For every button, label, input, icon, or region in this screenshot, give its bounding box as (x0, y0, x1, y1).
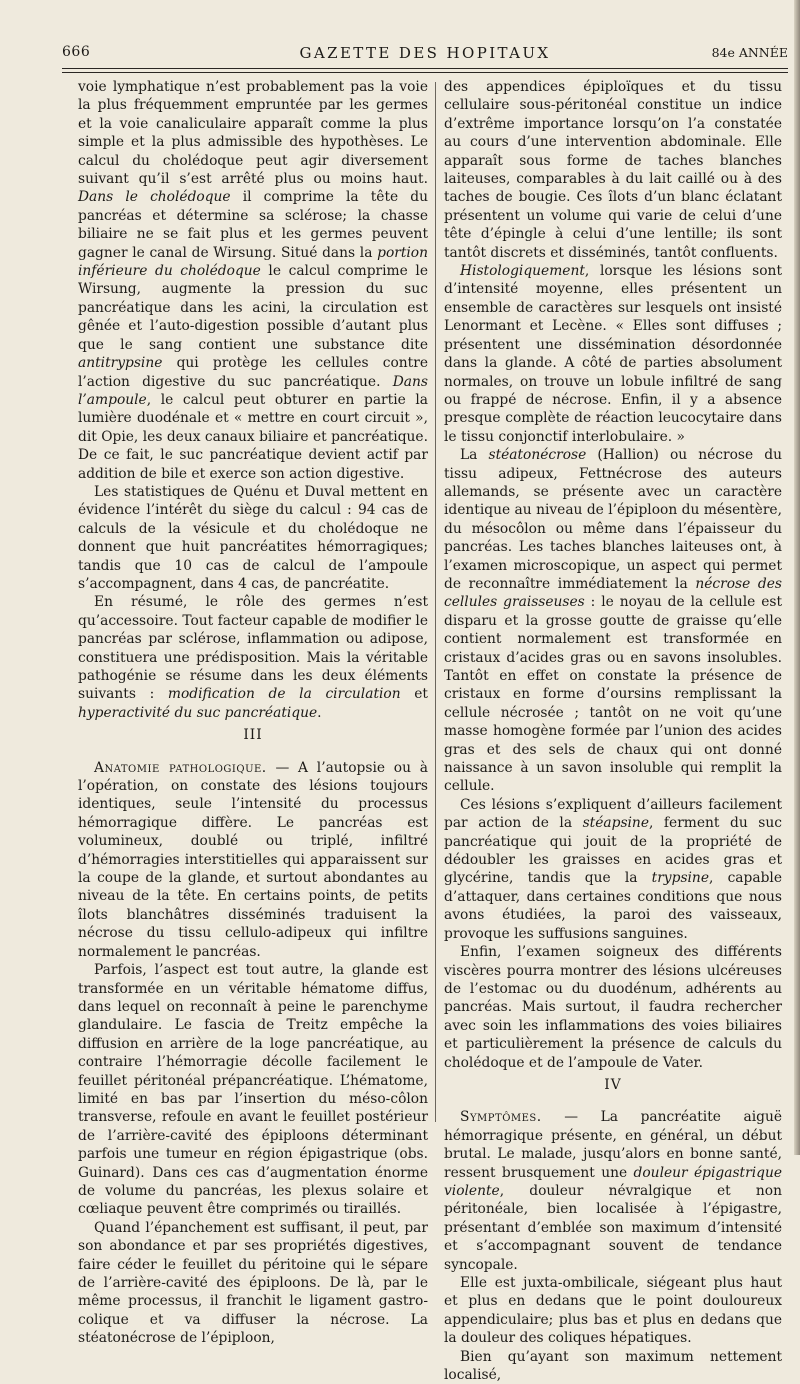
italic-run: Dans l’ampoule (78, 373, 428, 408)
paragraph-steatonecrosis-appearance: des appendices épiploïques et du tissu cellulaire sous-péritonéal constitue un indice d’extrême importance lorsqu’on l’a constatée au cours d’une intervention abdominale. Elle apparaît sous forme de taches blanches laiteuses, comparables à du lait caillé ou à des taches de bougie. Ces îlots d’un blanc éclatant présentent un volume qui varie de celui d’une tête d’épingle à celui d’une lentille; ils sont tantôt discrets et disséminés, tantôt confluents. (444, 79, 782, 261)
page-header (62, 44, 788, 66)
page-edge-shadow (794, 0, 800, 1155)
italic-run: stéapsine (582, 815, 649, 832)
text-run: qui protège les cellules contre l’action digestive du suc pancréatique. (78, 355, 428, 390)
text-run: : le noyau de la cellule est disparu et la grosse goutte de graisse qu’elle contient normalement est transformée en cristaux d’acides gras ou en savons insolubles. Tantôt en effet on constate la présence de cristaux en forme d’oursins remplissant la cellule nécrosée ; tantôt on ne voit qu’une masse homogène formée par l’union des acides gras et des sels de chaux qui ont donné naissance à un savon insoluble qui remplit la cellule. (444, 594, 782, 795)
journal-title: GAZETTE DES HOPITAUX (299, 44, 551, 62)
section-heading-iv: IV (604, 1076, 622, 1093)
text-run: , douleur névralgique et non péritonéale, bien localisée à l’épigastre, présentant d’emblée son maximum d’intensité et s’accompagnant souvent de tendance syncopale. (444, 1182, 782, 1273)
paragraph-effusion: Quand l’épanchement est suffisant, il peut, par son abondance et par ses propriétés digestives, faire céder le feuillet du péritoine qui le sépare de l’arrière-cavité des épiploons. De là, par le même processus, il franchit le ligament gastro-colique et va diffuser la nécrose. La stéatonécrose de l’épiploon, (78, 1219, 428, 1347)
text-run: En résumé, le rôle des germes n’est qu’accessoire. Tout facteur capable de modifier le pancréas par sclérose, inflammation ou adipose, constituera une prédisposition. Mais la véritable pathogénie se résume dans les deux éléments suivants : (78, 594, 428, 703)
text-run: , capable d’attaquer, dans certaines conditions que nous avons étudiées, la paroi des vaisseaux, provoque les suffusions sanguines. (444, 870, 782, 942)
paragraph-summary (78, 593, 428, 722)
section-run-in-title: Anatomie pathologique. (94, 759, 267, 776)
italic-run: portion inférieure du cholédoque (78, 244, 428, 280)
text-run: , ferment du suc pancréatique qui jouit de la propriété de dédoubler les graisses en acides gras et glycérine, tandis que la (444, 815, 782, 887)
text-run: , le calcul peut obturer en partie la lumière duodénale et « mettre en court circuit », dit Opie, les deux canaux biliaire et pancréatique. De ce fait, le suc pancréatique devient actif par addition de bile et exerce son action digestive. (78, 391, 428, 482)
left-column (78, 78, 428, 1348)
paragraph-pathogenesis-calculus (78, 78, 428, 483)
section-run-in-title: Symptômes. (460, 1109, 542, 1126)
paragraph-pathological-anatomy (78, 759, 428, 961)
page-number: 666 (62, 44, 91, 60)
italic-run: Dans le cholédoque (78, 189, 231, 206)
paragraph-symptoms (444, 1108, 782, 1274)
italic-run: douleur épigastrique violente (444, 1164, 782, 1199)
text-run: il comprime la tête du pancréas et détermine sa sclérose; la chasse biliaire ne se fait plus et les germes peuvent gagner le canal de Wirsung. Situé dans la (78, 189, 428, 261)
italic-run: hyperactivité du suc pancréatique (78, 704, 318, 721)
italic-run: antitrypsine (78, 355, 163, 372)
italic-run: Histologiquement (460, 263, 585, 280)
text-run: — A l’autopsie ou à l’opération, on constate des lésions toujours identiques, seule l’intensité du processus hémorragique diffère. Le pancréas est volumineux, doublé ou triplé, infiltré d’hémorragies interstitielles qui apparaissent sur la coupe de la glande, et surtout abondantes au niveau de la tête. En certains points, de petits îlots blanchâtres disséminés traduisent la nécrose du tissu cellulo-adipeux qui infiltre normalement le pancréas. (78, 759, 428, 960)
section-heading-iii: III (243, 727, 263, 744)
text-run: Ces lésions s’expliquent d’ailleurs facilement par action de la (444, 796, 782, 832)
paragraph-pain-location: Elle est juxta-ombilicale, siégeant plus haut et plus en dedans que le point douloureux appendiculaire; plus bas et plus en dedans que la douleur des coliques hépatiques. (444, 1275, 782, 1347)
right-column (444, 78, 782, 1384)
text-run: , lorsque les lésions sont d’intensité moyenne, elles présentent un ensemble de caractères sur lesquels ont insisté Lenormant et Lecène. « Elles sont diffuses ; présentent une dissémination désordonnée dans la glande. A côté de parties absolument normales, on trouve un lobule infiltré de sang ou frappé de nécrose. Enfin, il y a absence presque complète de réaction leucocytaire dans le tissu conjonctif interlobulaire. » (444, 263, 782, 445)
text-run: . (317, 704, 322, 721)
paragraph-enzymes (444, 796, 782, 943)
paragraph-statistics: Les statistiques de Quénu et Duval mettent en évidence l’intérêt du siège du calcul : 94 cas de calculs de la vésicule et du cholédoque ne donnent que huit pancréatites hémorragiques; tandis que 10 cas de calcul de l’ampoule s’accompagnent, dans 4 cas, de pancréatite. (78, 483, 428, 592)
paragraph-histology (444, 262, 782, 446)
text-run: (Hallion) ou nécrose du tissu adipeux, Fettnécrose des auteurs allemands, se présente avec un caractère identique au niveau de l’épiploon du mésentère, du mésocôlon ou même dans l’épaisseur du pancréas. Les taches blanches laiteuses ont, à l’examen microscopique, un aspect qui permet de reconnaître immédiatement la (444, 447, 782, 592)
text-run: voie lymphatique n’est probablement pas la voie la plus fréquemment empruntée par les germes et la voie canaliculaire apparaît comme la plus simple et la plus admissible des hypothèses. Le calcul du cholédoque peut agir diversement suivant qu’il s’est arrêté plus ou moins haut. (78, 79, 428, 188)
paragraph-hematoma: Parfois, l’aspect est tout autre, la glande est transformée en un véritable hématome diffus, dans lequel on reconnaît à peine le parenchyme glandulaire. Le fascia de Treitz empêche la diffusion en arrière de la loge pancréatique, au contraire l’hémorragie décolle facilement le feuillet péritonéal prépancréatique. L’hématome, limité en bas par l’insertion du méso-côlon transverse, refoule en avant le feuillet postérieur de l’arrière-cavité des épiploons déterminant parfois une tumeur en région épigastrique (obs. Guinard). Dans ces cas d’augmentation énorme de volume du pancréas, les plexus solaire et cœliaque peuvent être comprimés ou tiraillés. (78, 962, 428, 1218)
text-run: La (460, 447, 489, 464)
paragraph-steatonecrosis (444, 446, 782, 796)
header-rule-top (62, 68, 788, 69)
text-run: et (400, 686, 428, 703)
paragraph-viscera-exam: Enfin, l’examen soigneux des différents viscères pourra montrer des lésions ulcéreuses de l’estomac ou du duodénum, adhérents au pancréas. Mais surtout, il faudra rechercher avec soin les inflammations des voies biliaires et particulièrement la présence de calculs du cholédoque et de l’ampoule de Vater. (444, 944, 782, 1071)
italic-run: nécrose des cellules graisseuses (444, 575, 782, 611)
italic-run: stéatonécrose (488, 447, 587, 464)
paragraph-continued: Bien qu’ayant son maximum nettement localisé, (444, 1348, 782, 1384)
text-run: — La pancréatite aiguë hémorragique présente, en général, un début brutal. Le malade, jusqu’alors en bonne santé, ressent brusquement une (444, 1109, 782, 1181)
column-divider (435, 82, 436, 1122)
italic-run: trypsine (651, 870, 709, 887)
issue-year: 84e ANNÉE (711, 45, 788, 60)
text-run: le calcul comprime le Wirsung, augmente la pression du suc pancréatique dans les acini, la circulation est gênée et l’auto-digestion possible d’autant plus que le sang contient une substance dite (78, 263, 428, 353)
italic-run: modification de la circulation (167, 686, 401, 703)
header-rule-bottom (62, 72, 788, 73)
